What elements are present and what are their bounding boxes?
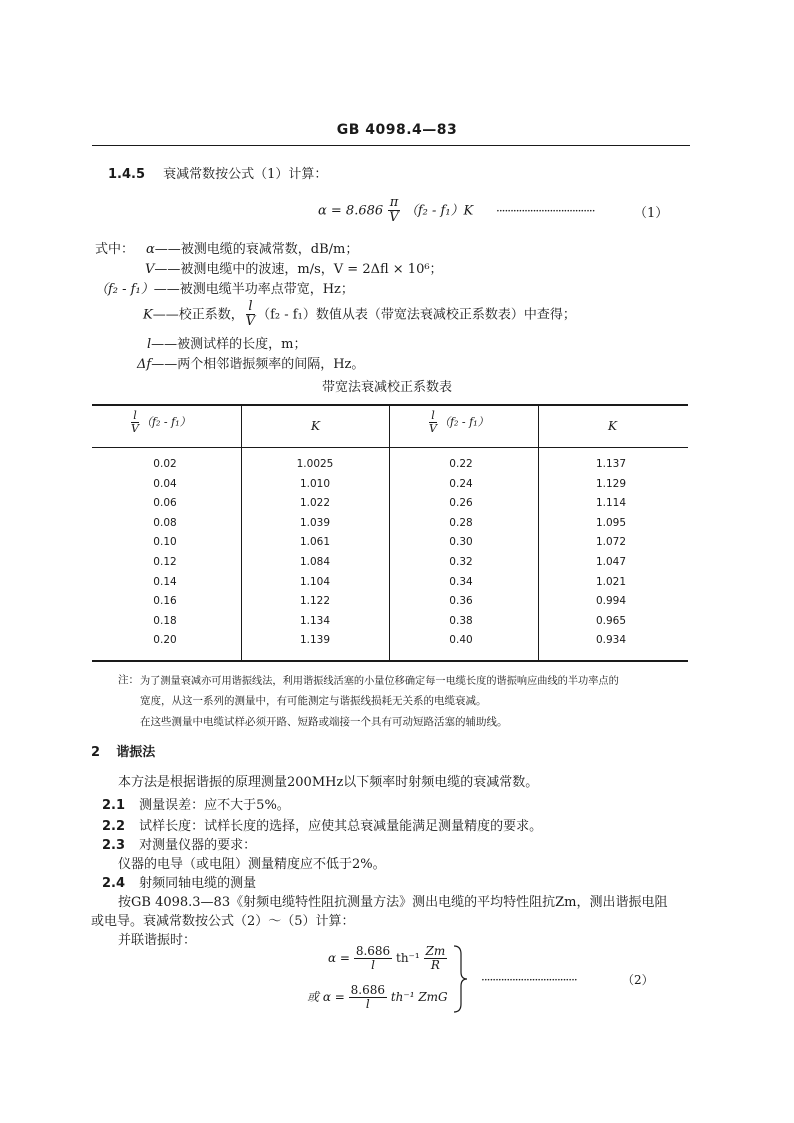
table-header-4: K [608, 419, 617, 433]
where-symbol: V [145, 262, 155, 277]
fraction-numerator: 8.686 [350, 983, 385, 997]
note-line-1: 为了测量衰减亦可用谐振线法，利用谐振线活塞的小量位移确定每一电缆长度的谐振响应曲线的半功率点的 [140, 676, 619, 687]
where-symbol: K [143, 307, 153, 323]
formula-2-number: （2） [622, 973, 654, 987]
table-cell: 1.022 [299, 497, 331, 510]
table-cell: 1.0025 [296, 458, 334, 470]
where-item-l [147, 333, 307, 352]
where-symbol: l [147, 337, 152, 352]
fraction-denominator: V [429, 422, 437, 436]
clause-text: 衰减常数按公式（1）计算： [163, 167, 328, 182]
where-text: ——两个相邻谐振频率的间隔，Hz。 [151, 357, 365, 372]
fraction-denominator: l [365, 997, 370, 1012]
table-cell: 1.039 [299, 516, 331, 529]
clause-2-2 [102, 815, 542, 834]
table-header-rule [92, 447, 688, 448]
fraction-numerator: l [248, 299, 253, 314]
formula-number: （1） [634, 206, 669, 221]
table-cell: 1.114 [595, 497, 627, 510]
table-cell: 0.06 [153, 497, 177, 510]
table-vline-1 [241, 405, 242, 660]
section-2-heading [91, 741, 155, 760]
where-item-alpha [146, 238, 358, 257]
where-text: ——被测电缆半功率点带宽，Hz； [153, 282, 354, 297]
clause-1-4-5 [108, 163, 327, 182]
table-header-1 [129, 410, 191, 435]
fraction-numerator: Zm [425, 944, 446, 958]
arc-tanh-zg: th⁻¹ ZmG [390, 990, 448, 1005]
table-cell: 1.104 [299, 575, 331, 588]
table-cell: 1.021 [595, 575, 627, 588]
table-cell: 1.095 [595, 516, 627, 529]
clause-number: 2.3 [102, 838, 126, 853]
table-cell: 0.10 [153, 536, 177, 549]
table-bottom-rule [92, 660, 688, 662]
table-cell: 0.16 [153, 595, 177, 608]
fraction-denominator: R [430, 958, 440, 973]
table-column-1 [140, 455, 190, 651]
where-text: ——被测电缆的衰减常数，dB/m； [154, 242, 359, 257]
table-cell: 0.934 [595, 634, 627, 647]
fraction-numerator: 8.686 [355, 944, 391, 958]
table-cell: 1.061 [299, 536, 331, 549]
clause-text: 射频同轴电缆的测量 [139, 876, 257, 891]
table-cell: 0.22 [449, 458, 473, 470]
table-cell: 1.010 [299, 477, 331, 490]
arc-tanh: th⁻¹ [396, 951, 420, 966]
parallel-resonance-label: 并联谐振时： [118, 933, 197, 948]
table-cell: 0.20 [153, 634, 177, 647]
clause-2-4-para-a: 按GB 4098.3—83《射频电缆特性阻抗测量方法》测出电缆的平均特性阻抗Zm，测出谐振电阻 [118, 895, 668, 910]
table-cell: 1.137 [595, 458, 627, 470]
table-vline-3 [538, 405, 539, 660]
clause-2-4 [102, 872, 256, 891]
where-item-k [143, 300, 576, 330]
table-cell: 0.28 [449, 516, 473, 529]
note-line-2: 宽度，从这一系列的测量中，有可能测定与谐振线损耗无关系的电缆衰减。 [140, 695, 487, 707]
table-column-2 [290, 455, 340, 651]
table-column-4 [586, 455, 636, 651]
header-rest: （f₂ - f₁） [140, 415, 191, 429]
table-cell: 1.072 [595, 536, 627, 549]
table-cell: 1.122 [299, 595, 331, 608]
table-cell: 0.04 [153, 477, 177, 490]
table-title: 带宽法衰减校正系数表 [322, 380, 453, 395]
table-cell: 0.26 [449, 497, 473, 510]
table-cell: 0.34 [449, 575, 473, 588]
header-rest: （f₂ - f₁） [438, 415, 489, 429]
where-symbol: （f₂ - f₁） [95, 282, 154, 297]
table-cell: 0.32 [449, 555, 473, 568]
clause-2-1 [102, 794, 290, 813]
where-text: ——被测电缆中的波速，m/s，V = 2Δfl × 10⁶； [154, 262, 443, 277]
note-line-3: 在这些测量中电缆试样必须开路、短路或端接一个具有可动短路活塞的辅助线。 [140, 716, 508, 728]
formula-2-line-2 [307, 984, 448, 1011]
table-cell: 1.134 [299, 614, 331, 627]
clause-number: 2.1 [102, 798, 126, 813]
fraction-denominator: V [131, 422, 139, 436]
table-cell: 0.965 [595, 614, 627, 627]
section-2-intro: 本方法是根据谐振的原理测量200MHz以下频率时射频电缆的衰减常数。 [118, 775, 539, 790]
clause-text: 试样长度：试样长度的选择，应使其总衰减量能满足测量精度的要求。 [139, 819, 543, 834]
section-number: 2 [91, 745, 101, 760]
formula-lhs: 或 α = [307, 990, 345, 1005]
fraction-denominator: V [389, 210, 399, 226]
fraction-pi-over-v [387, 196, 400, 226]
section-title: 谐振法 [116, 745, 156, 760]
table-cell: 1.084 [299, 555, 331, 568]
table-cell: 0.12 [153, 555, 177, 568]
right-brace [452, 944, 470, 1018]
formula-lhs: α = [328, 951, 350, 966]
table-cell: 0.38 [449, 614, 473, 627]
note-label: 注： [118, 674, 139, 686]
formula-2-line-1 [328, 945, 447, 972]
where-item-delta-f [137, 353, 364, 372]
table-cell: 1.129 [595, 477, 627, 490]
clause-text: 对测量仪器的要求： [139, 838, 257, 853]
fraction-numerator: l [133, 409, 137, 422]
header-rule [92, 145, 690, 146]
table-header-2: K [311, 419, 320, 433]
formula-2-leader-dots: ·································· [481, 973, 577, 987]
where-item-v [145, 258, 443, 277]
fraction-numerator: π [389, 195, 399, 210]
table-cell: 0.24 [449, 477, 473, 490]
formula-rest: （f₂ - f₁）K [404, 203, 474, 219]
fraction-denominator: l [371, 958, 375, 973]
clause-number: 2.2 [102, 819, 126, 834]
where-lead: 式中： [95, 242, 135, 257]
formula-leader-dots: ··································· [496, 204, 595, 218]
table-header-3 [427, 410, 489, 435]
table-cell: 0.30 [449, 536, 473, 549]
table-cell: 1.047 [595, 555, 627, 568]
table-cell: 0.994 [595, 595, 627, 608]
table-cell: 1.139 [299, 634, 331, 647]
table-top-rule [92, 404, 688, 406]
table-cell: 0.14 [153, 575, 177, 588]
formula-1 [318, 196, 473, 226]
fraction-denominator: V [245, 314, 256, 330]
where-symbol: Δf [137, 357, 152, 372]
clause-text: 测量误差：应不大于5%。 [139, 798, 290, 813]
fraction-l-over-v [244, 300, 257, 330]
where-symbol: α [146, 242, 155, 257]
formula-lhs: α = 8.686 [318, 203, 384, 219]
table-column-3 [436, 455, 486, 651]
clause-2-4-para-b: 或电导。衰减常数按公式（2）～（5）计算： [91, 914, 355, 929]
fraction-numerator: l [431, 409, 435, 422]
table-vline-2 [389, 405, 390, 660]
where-text: ——被测试样的长度，m； [151, 337, 307, 352]
table-cell: 0.36 [449, 595, 473, 608]
table-cell: 0.08 [153, 516, 177, 529]
table-cell: 0.02 [153, 458, 177, 470]
clause-2-3 [102, 834, 256, 853]
table-cell: 0.40 [449, 634, 473, 647]
where-text: （f₂ - f₁）数值从表（带宽法衰减校正系数表）中查得； [257, 307, 576, 323]
where-item-bandwidth [95, 278, 354, 297]
clause-number: 2.4 [102, 876, 126, 891]
clause-number: 1.4.5 [108, 167, 146, 182]
page-header: GB 4098.4—83 [336, 122, 458, 138]
where-text: ——校正系数， [152, 307, 244, 323]
table-cell: 0.18 [153, 614, 177, 627]
clause-2-3-text: 仪器的电导（或电阻）测量精度应不低于2%。 [118, 857, 386, 872]
